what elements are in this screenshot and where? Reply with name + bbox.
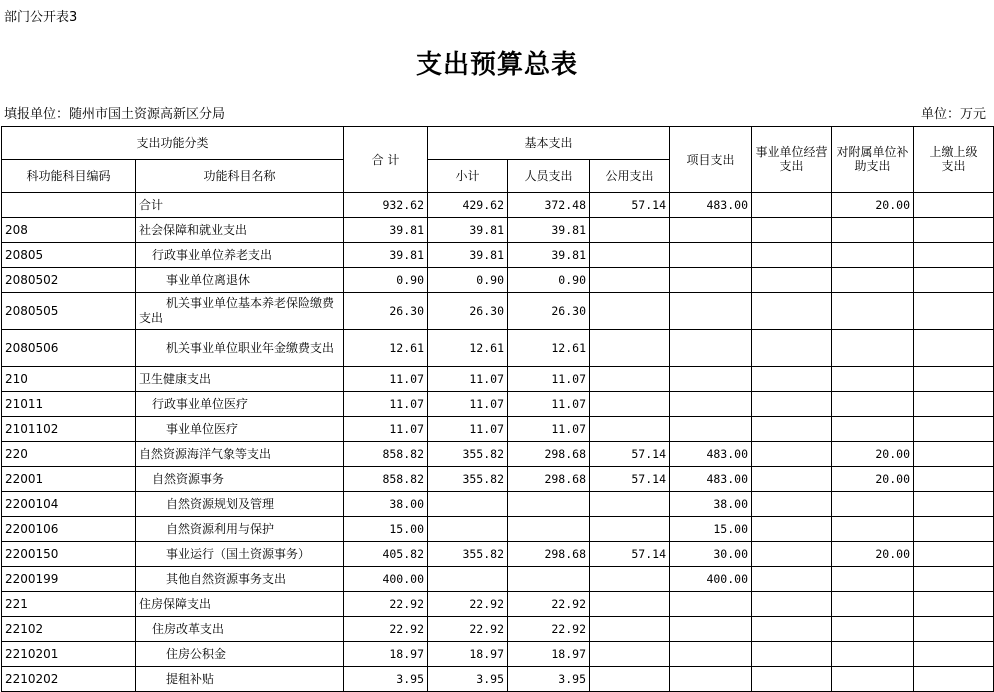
cell-code: 208	[2, 218, 136, 243]
cell-total: 18.97	[344, 642, 428, 667]
cell-subtotal	[428, 517, 508, 542]
cell-public	[590, 367, 670, 392]
header-project: 项目支出	[670, 127, 752, 193]
cell-code	[2, 193, 136, 218]
table-row	[2, 218, 994, 243]
cell-total: 26.30	[344, 293, 428, 330]
cell-upper	[914, 492, 994, 517]
cell-code: 2200104	[2, 492, 136, 517]
table-row	[2, 367, 994, 392]
cell-name: 自然资源事务	[136, 467, 344, 492]
cell-name: 事业单位离退休	[136, 268, 344, 293]
cell-upper	[914, 367, 994, 392]
cell-code: 2101102	[2, 417, 136, 442]
cell-biz	[752, 367, 832, 392]
cell-project	[670, 367, 752, 392]
header-biz-op: 事业单位经营支出	[752, 127, 832, 193]
cell-public	[590, 667, 670, 692]
cell-subtotal: 355.82	[428, 542, 508, 567]
cell-code: 210	[2, 367, 136, 392]
cell-code: 22001	[2, 467, 136, 492]
cell-personnel: 298.68	[508, 542, 590, 567]
budget-table	[1, 126, 994, 692]
cell-biz	[752, 592, 832, 617]
cell-name: 住房公积金	[136, 642, 344, 667]
table-row	[2, 293, 994, 330]
cell-code: 22102	[2, 617, 136, 642]
cell-personnel: 22.92	[508, 592, 590, 617]
cell-name: 社会保障和就业支出	[136, 218, 344, 243]
cell-name: 提租补贴	[136, 667, 344, 692]
header-func-class: 支出功能分类	[2, 127, 344, 160]
header-personnel: 人员支出	[508, 160, 590, 193]
table-row	[2, 642, 994, 667]
cell-subtotal	[428, 492, 508, 517]
cell-public: 57.14	[590, 442, 670, 467]
cell-upper	[914, 293, 994, 330]
cell-project	[670, 392, 752, 417]
header-public: 公用支出	[590, 160, 670, 193]
cell-name: 自然资源利用与保护	[136, 517, 344, 542]
header-row-1	[2, 127, 994, 160]
cell-upper	[914, 592, 994, 617]
cell-biz	[752, 243, 832, 268]
cell-project: 30.00	[670, 542, 752, 567]
cell-total: 15.00	[344, 517, 428, 542]
cell-name: 合计	[136, 193, 344, 218]
cell-subtotal: 355.82	[428, 467, 508, 492]
cell-personnel: 372.48	[508, 193, 590, 218]
cell-name: 机关事业单位职业年金缴费支出	[136, 330, 344, 367]
cell-name: 自然资源规划及管理	[136, 492, 344, 517]
cell-personnel	[508, 567, 590, 592]
cell-code: 2200106	[2, 517, 136, 542]
cell-project	[670, 218, 752, 243]
cell-upper	[914, 392, 994, 417]
cell-public	[590, 268, 670, 293]
header-upper: 上缴上级支出	[914, 127, 994, 193]
cell-project	[670, 592, 752, 617]
cell-personnel: 11.07	[508, 367, 590, 392]
cell-project	[670, 268, 752, 293]
cell-total: 858.82	[344, 467, 428, 492]
cell-project	[670, 642, 752, 667]
cell-subtotal: 429.62	[428, 193, 508, 218]
cell-subtotal: 22.92	[428, 592, 508, 617]
cell-public	[590, 617, 670, 642]
table-row	[2, 542, 994, 567]
cell-upper	[914, 567, 994, 592]
cell-public: 57.14	[590, 542, 670, 567]
cell-subtotal: 3.95	[428, 667, 508, 692]
cell-subsidy	[832, 243, 914, 268]
cell-upper	[914, 417, 994, 442]
cell-public	[590, 492, 670, 517]
cell-code: 20805	[2, 243, 136, 268]
cell-subsidy	[832, 330, 914, 367]
cell-public	[590, 243, 670, 268]
cell-project: 483.00	[670, 442, 752, 467]
cell-total: 11.07	[344, 392, 428, 417]
cell-personnel: 26.30	[508, 293, 590, 330]
cell-subtotal: 12.61	[428, 330, 508, 367]
cell-subsidy	[832, 392, 914, 417]
cell-project	[670, 417, 752, 442]
header-code: 科功能科目编码	[2, 160, 136, 193]
cell-personnel: 298.68	[508, 442, 590, 467]
cell-project	[670, 617, 752, 642]
cell-biz	[752, 542, 832, 567]
cell-subsidy: 20.00	[832, 193, 914, 218]
table-row	[2, 667, 994, 692]
cell-total: 405.82	[344, 542, 428, 567]
cell-subtotal: 22.92	[428, 617, 508, 642]
cell-subsidy	[832, 517, 914, 542]
cell-subtotal: 0.90	[428, 268, 508, 293]
cell-project	[670, 293, 752, 330]
cell-total: 400.00	[344, 567, 428, 592]
cell-total: 39.81	[344, 243, 428, 268]
cell-personnel: 0.90	[508, 268, 590, 293]
cell-public	[590, 592, 670, 617]
header-subsidy: 对附属单位补助支出	[832, 127, 914, 193]
cell-project: 483.00	[670, 467, 752, 492]
table-row	[2, 617, 994, 642]
header-subtotal: 小计	[428, 160, 508, 193]
cell-subtotal: 355.82	[428, 442, 508, 467]
cell-public	[590, 392, 670, 417]
cell-upper	[914, 218, 994, 243]
reporting-unit: 填报单位：随州市国土资源高新区分局	[4, 107, 226, 122]
cell-total: 0.90	[344, 268, 428, 293]
cell-subsidy	[832, 592, 914, 617]
cell-subsidy	[832, 268, 914, 293]
cell-biz	[752, 392, 832, 417]
cell-biz	[752, 268, 832, 293]
cell-code: 2080506	[2, 330, 136, 367]
cell-project	[670, 667, 752, 692]
cell-subtotal: 39.81	[428, 243, 508, 268]
cell-personnel: 39.81	[508, 218, 590, 243]
cell-upper	[914, 517, 994, 542]
cell-upper	[914, 667, 994, 692]
cell-project: 38.00	[670, 492, 752, 517]
cell-biz	[752, 417, 832, 442]
cell-biz	[752, 293, 832, 330]
cell-code: 2210202	[2, 667, 136, 692]
cell-total: 12.61	[344, 330, 428, 367]
table-row	[2, 417, 994, 442]
cell-personnel: 39.81	[508, 243, 590, 268]
cell-personnel	[508, 492, 590, 517]
cell-public	[590, 517, 670, 542]
cell-name: 住房改革支出	[136, 617, 344, 642]
cell-personnel: 12.61	[508, 330, 590, 367]
table-row	[2, 567, 994, 592]
cell-public: 57.14	[590, 193, 670, 218]
cell-biz	[752, 442, 832, 467]
table-row	[2, 492, 994, 517]
cell-subtotal: 11.07	[428, 367, 508, 392]
table-row	[2, 517, 994, 542]
header-name: 功能科目名称	[136, 160, 344, 193]
cell-subtotal	[428, 567, 508, 592]
table-row	[2, 268, 994, 293]
cell-upper	[914, 542, 994, 567]
cell-name: 其他自然资源事务支出	[136, 567, 344, 592]
cell-code: 2080505	[2, 293, 136, 330]
cell-name: 行政事业单位医疗	[136, 392, 344, 417]
cell-public	[590, 293, 670, 330]
cell-upper	[914, 617, 994, 642]
document-label: 部门公开表3	[4, 10, 78, 25]
table-row	[2, 592, 994, 617]
cell-public: 57.14	[590, 467, 670, 492]
cell-personnel: 11.07	[508, 417, 590, 442]
cell-biz	[752, 218, 832, 243]
cell-subsidy	[832, 367, 914, 392]
cell-subtotal: 11.07	[428, 417, 508, 442]
cell-public	[590, 417, 670, 442]
cell-code: 2200199	[2, 567, 136, 592]
cell-personnel	[508, 517, 590, 542]
cell-total: 11.07	[344, 417, 428, 442]
cell-total: 22.92	[344, 592, 428, 617]
cell-biz	[752, 642, 832, 667]
cell-total: 932.62	[344, 193, 428, 218]
cell-subsidy: 20.00	[832, 542, 914, 567]
cell-personnel: 11.07	[508, 392, 590, 417]
cell-name: 自然资源海洋气象等支出	[136, 442, 344, 467]
cell-biz	[752, 492, 832, 517]
cell-subsidy	[832, 293, 914, 330]
cell-subsidy	[832, 567, 914, 592]
cell-subtotal: 39.81	[428, 218, 508, 243]
page-title: 支出预算总表	[415, 50, 578, 80]
cell-personnel: 3.95	[508, 667, 590, 692]
cell-upper	[914, 330, 994, 367]
cell-subtotal: 11.07	[428, 392, 508, 417]
cell-personnel: 298.68	[508, 467, 590, 492]
cell-project: 483.00	[670, 193, 752, 218]
cell-biz	[752, 667, 832, 692]
cell-subsidy	[832, 667, 914, 692]
cell-code: 220	[2, 442, 136, 467]
cell-project: 15.00	[670, 517, 752, 542]
cell-name: 机关事业单位基本养老保险缴费支出	[136, 293, 344, 330]
cell-project	[670, 330, 752, 367]
cell-upper	[914, 467, 994, 492]
cell-total: 858.82	[344, 442, 428, 467]
cell-public	[590, 330, 670, 367]
cell-upper	[914, 642, 994, 667]
cell-name: 行政事业单位养老支出	[136, 243, 344, 268]
cell-upper	[914, 442, 994, 467]
cell-biz	[752, 617, 832, 642]
cell-name: 住房保障支出	[136, 592, 344, 617]
table-row	[2, 243, 994, 268]
cell-total: 11.07	[344, 367, 428, 392]
cell-code: 2200150	[2, 542, 136, 567]
table-row	[2, 392, 994, 417]
cell-subsidy	[832, 417, 914, 442]
cell-subtotal: 18.97	[428, 642, 508, 667]
cell-subsidy	[832, 492, 914, 517]
cell-biz	[752, 467, 832, 492]
cell-name: 事业运行（国土资源事务）	[136, 542, 344, 567]
header-total: 合 计	[344, 127, 428, 193]
cell-subsidy: 20.00	[832, 467, 914, 492]
cell-total: 39.81	[344, 218, 428, 243]
cell-upper	[914, 243, 994, 268]
cell-personnel: 22.92	[508, 617, 590, 642]
cell-biz	[752, 193, 832, 218]
cell-project: 400.00	[670, 567, 752, 592]
table-row	[2, 330, 994, 367]
table-body	[2, 193, 994, 692]
cell-code: 221	[2, 592, 136, 617]
cell-name: 卫生健康支出	[136, 367, 344, 392]
header-basic: 基本支出	[428, 127, 670, 160]
cell-biz	[752, 330, 832, 367]
cell-upper	[914, 193, 994, 218]
cell-subsidy: 20.00	[832, 442, 914, 467]
cell-personnel: 18.97	[508, 642, 590, 667]
cell-total: 22.92	[344, 617, 428, 642]
cell-subsidy	[832, 218, 914, 243]
cell-code: 2210201	[2, 642, 136, 667]
cell-subsidy	[832, 617, 914, 642]
table-row	[2, 467, 994, 492]
cell-biz	[752, 567, 832, 592]
cell-public	[590, 642, 670, 667]
cell-biz	[752, 517, 832, 542]
cell-total: 38.00	[344, 492, 428, 517]
table-row	[2, 193, 994, 218]
cell-public	[590, 567, 670, 592]
cell-name: 事业单位医疗	[136, 417, 344, 442]
cell-subsidy	[832, 642, 914, 667]
cell-code: 2080502	[2, 268, 136, 293]
cell-public	[590, 218, 670, 243]
table-row	[2, 442, 994, 467]
cell-total: 3.95	[344, 667, 428, 692]
cell-code: 21011	[2, 392, 136, 417]
currency-unit: 单位：万元	[920, 107, 986, 122]
cell-upper	[914, 268, 994, 293]
cell-subtotal: 26.30	[428, 293, 508, 330]
cell-project	[670, 243, 752, 268]
